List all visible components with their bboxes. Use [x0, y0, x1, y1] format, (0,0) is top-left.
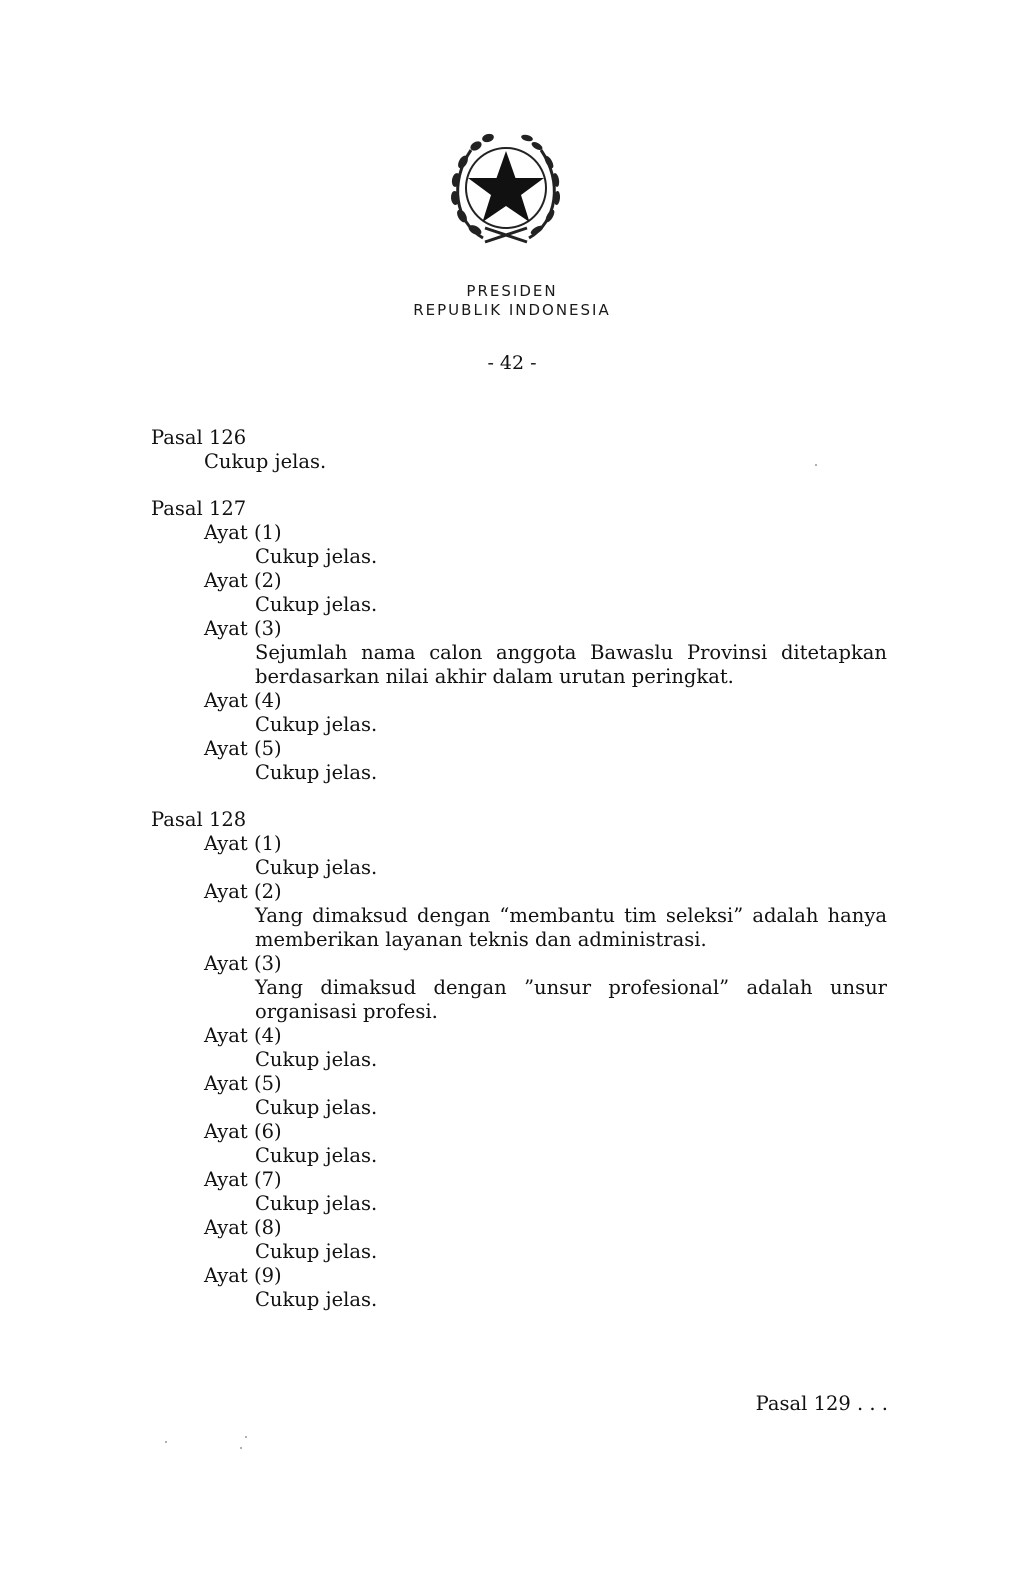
ayat-text: Cukup jelas. [255, 1048, 378, 1071]
ayat-label: Ayat (4) [204, 1024, 282, 1047]
scan-speck [165, 1441, 167, 1443]
ayat-text: Cukup jelas. [255, 1192, 378, 1215]
ayat-label: Ayat (8) [204, 1216, 282, 1239]
ayat-label: Ayat (1) [204, 832, 282, 855]
ayat-label: Ayat (2) [204, 880, 282, 903]
pasal-126 [151, 426, 887, 474]
scan-speck [240, 1447, 242, 1449]
page-number: - 42 - [487, 352, 537, 374]
ayat-text: Cukup jelas. [255, 1144, 378, 1167]
ayat-label: Ayat (5) [204, 737, 282, 760]
ayat-text: Sejumlah nama calon anggota Bawaslu Provinsi ditetapkan berdasarkan nilai akhir dalam urutan peringkat. [255, 641, 887, 688]
garuda-star-emblem-icon [441, 126, 571, 254]
scan-speck [245, 1436, 247, 1438]
ayat-text: Cukup jelas. [255, 713, 378, 736]
pasal-127 [151, 497, 887, 785]
ayat-label: Ayat (4) [204, 689, 282, 712]
ayat-label: Ayat (7) [204, 1168, 282, 1191]
next-page-reference: Pasal 129 . . . [755, 1392, 888, 1415]
ayat-label: Ayat (3) [204, 952, 282, 975]
ayat-text: Cukup jelas. [255, 761, 378, 784]
ayat-text: Cukup jelas. [255, 856, 378, 879]
header-presiden: PRESIDEN [466, 282, 558, 300]
pasal-title: Pasal 127 [151, 497, 247, 520]
ayat-label: Ayat (2) [204, 569, 282, 592]
ayat-text: Cukup jelas. [255, 1288, 378, 1311]
ayat-text: Cukup jelas. [255, 545, 378, 568]
ayat-text: Yang dimaksud dengan ”unsur profesional” adalah unsur organisasi profesi. [255, 976, 887, 1023]
ayat-label: Ayat (6) [204, 1120, 282, 1143]
header-republik-indonesia: REPUBLIK INDONESIA [413, 301, 611, 319]
ayat-label: Ayat (9) [204, 1264, 282, 1287]
ayat-text: Cukup jelas. [255, 1240, 378, 1263]
ayat-label: Ayat (1) [204, 521, 282, 544]
ayat-label: Ayat (5) [204, 1072, 282, 1095]
ayat-text: Cukup jelas. [255, 593, 378, 616]
pasal-128 [151, 808, 887, 1312]
ayat-text: Yang dimaksud dengan “membantu tim seleksi” adalah hanya memberikan layanan teknis dan administrasi. [255, 904, 887, 951]
pasal-title: Pasal 126 [151, 426, 247, 449]
pasal-text: Cukup jelas. [204, 450, 327, 473]
scan-speck [815, 464, 817, 466]
document-body [151, 426, 887, 1312]
ayat-label: Ayat (3) [204, 617, 282, 640]
ayat-text: Cukup jelas. [255, 1096, 378, 1119]
pasal-title: Pasal 128 [151, 808, 247, 831]
